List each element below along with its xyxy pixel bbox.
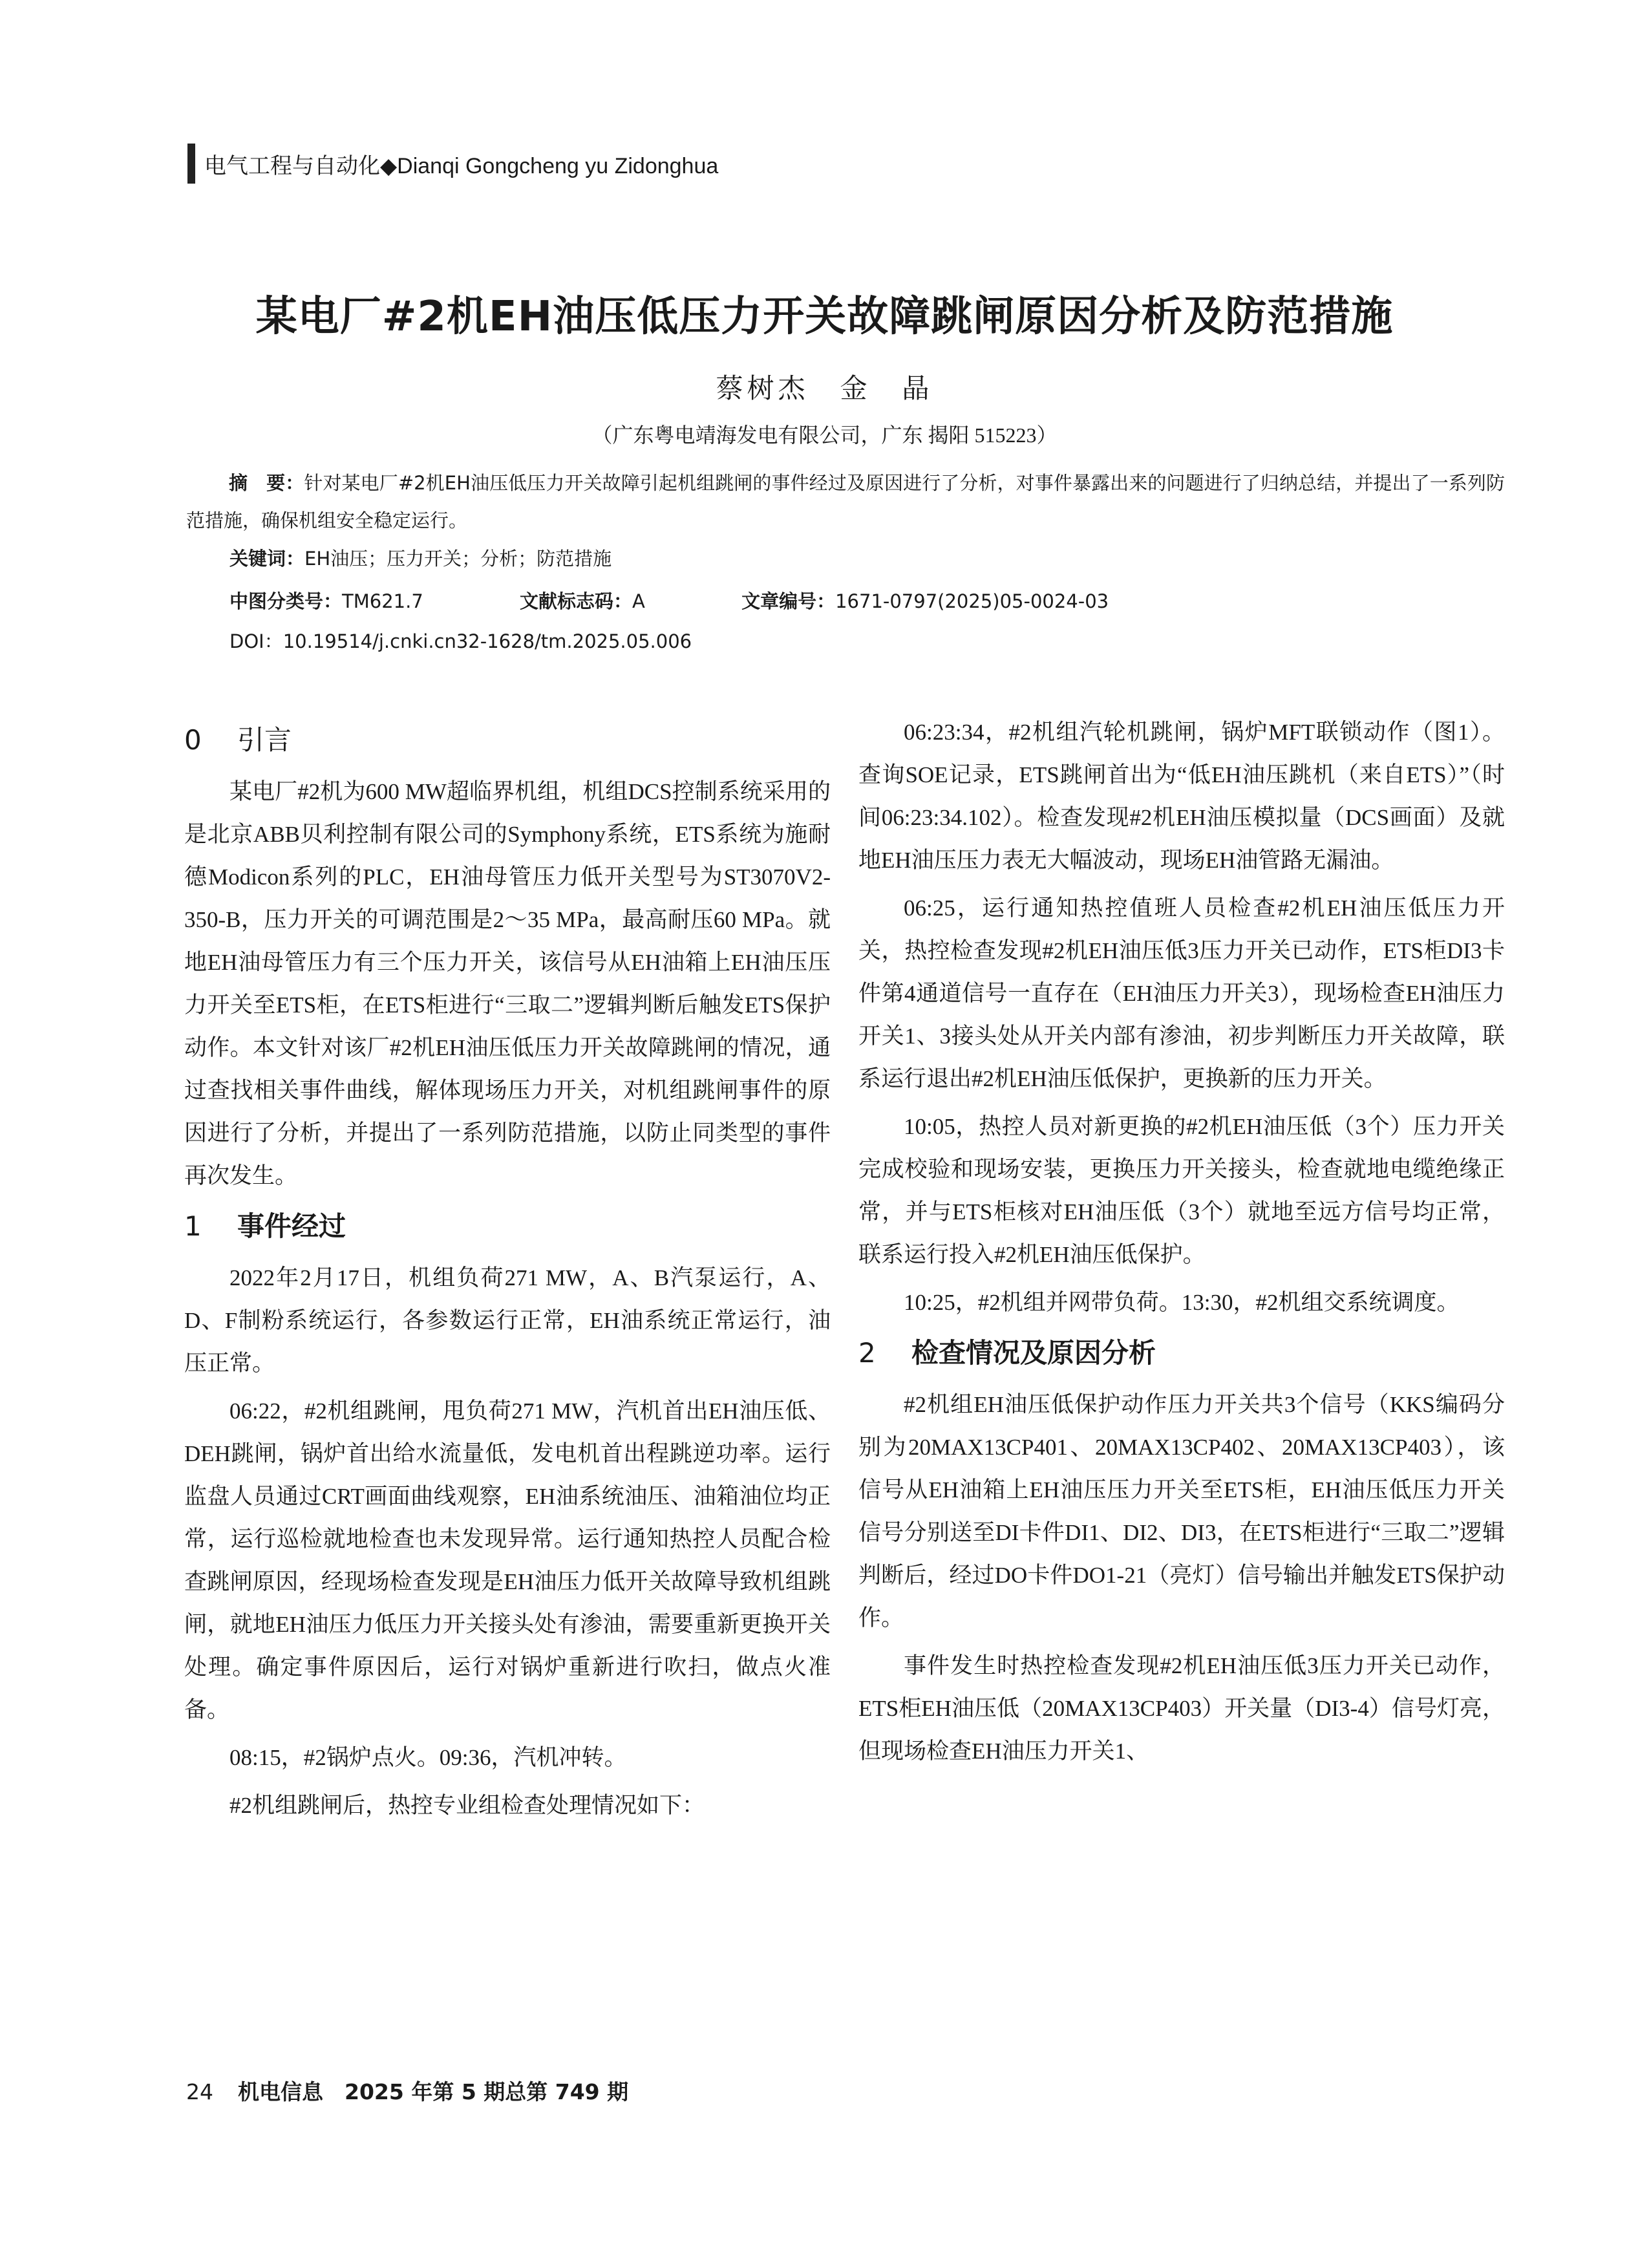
doccode-value: A [632, 590, 645, 612]
running-header [187, 144, 718, 184]
articleno-label: 文章编号： [741, 590, 836, 612]
section-number: 0 [184, 724, 202, 756]
section-heading-2 [858, 1332, 1505, 1375]
paragraph: 10:05，热控人员对新更换的#2机EH油压低（3个）压力开关完成校验和现场安装，更换压力开关接头，检查就地电缆绝缘正常，并与ETS柜核对EH油压低（3个）就地至远方信号均正常，联系运行投入#2机EH油压低保护。 [858, 1114, 1505, 1267]
abstract [186, 464, 1505, 539]
abstract-label: 摘 要： [229, 472, 304, 494]
paragraph: 06:22，#2机组跳闸，甩负荷271 MW，汽机首出EH油压低、DEH跳闸，锅炉首出给水流量低，发电机首出程跳逆功率。运行监盘人员通过CRT画面曲线观察，EH油系统油压、油箱油位均正常，运行巡检就地检查也未发现异常。运行通知热控人员配合检查跳闸原因，经现场检查发现是EH油压力低开关故障导致机组跳闸，就地EH油压力低压力开关接头处有渗油，需要重新更换开关处理。确定事件原因后，运行对锅炉重新进行吹扫，做点火准备。 [184, 1398, 831, 1722]
keywords-label: 关键词： [229, 548, 305, 570]
article-title: 某电厂#2机EH油压低压力开关故障跳闸原因分析及防范措施 [255, 293, 1394, 341]
articleno-value: 1671-0797(2025)05-0024-03 [835, 590, 1109, 612]
paragraph: 事件发生时热控检查发现#2机EH油压低3压力开关已动作，ETS柜EH油压低（20MAX13CP403）开关量（DI3-4）信号灯亮，但现场检查EH油压力开关1、 [858, 1653, 1505, 1764]
doi-label: DOI： [229, 630, 283, 652]
section-title: 事件经过 [237, 1210, 346, 1242]
journal-issue: 机电信息 2025 年第 5 期总第 749 期 [238, 2079, 629, 2104]
section-number: 2 [858, 1337, 876, 1369]
article-authors: 蔡树杰 金 晶 [716, 372, 933, 404]
doi-line [229, 627, 692, 654]
paragraph: 08:15，#2锅炉点火。09:36，汽机冲转。 [229, 1745, 627, 1770]
paragraph: 某电厂#2机为600 MW超临界机组，机组DCS控制系统采用的是北京ABB贝利控制有限公司的Symphony系统，ETS系统为施耐德Modicon系列的PLC，EH油母管压力低开关型号为ST3070V2-350-B，压力开关的可调范围是2～35 MPa，最高耐压60 MPa。就地EH油母管压力有三个压力开关，该信号从EH油箱上EH油压压力开关至ETS柜，在ETS柜进行“三取二”逻辑判断后触发ETS保护动作。本文针对该厂#2机EH油压低压力开关故障跳闸的情况，通过查找相关事件曲线，解体现场压力开关，对机组跳闸事件的原因进行了分析，并提出了一系列防范措施，以防止同类型的事件再次发生。 [184, 779, 831, 1188]
author-affiliation: （广东粤电靖海发电有限公司，广东 揭阳 515223） [591, 423, 1058, 447]
section-title: 检查情况及原因分析 [911, 1337, 1156, 1369]
left-column [184, 711, 831, 1832]
section-heading-0 [184, 719, 831, 762]
right-column [858, 711, 1505, 1778]
paragraph: 06:25，运行通知热控值班人员检查#2机EH油压低压力开关，热控检查发现#2机EH油压低3压力开关已动作，ETS柜DI3卡件第4通道信号一直存在（EH油压力开关3），现场检查EH油压力开关1、3接头处从开关内部有渗油，初步判断压力开关故障，联系运行退出#2机EH油压低保护，更换新的压力开关。 [858, 895, 1505, 1091]
page-footer [186, 2075, 628, 2106]
paragraph: 2022年2月17日，机组负荷271 MW，A、B汽泵运行，A、D、F制粉系统运行，各参数运行正常，EH油系统正常运行，油压正常。 [184, 1265, 831, 1376]
doi-value: 10.19514/j.cnki.cn32-1628/tm.2025.05.006 [282, 630, 692, 652]
paragraph: 06:23:34，#2机组汽轮机跳闸，锅炉MFT联锁动作（图1）。查询SOE记录，ETS跳闸首出为“低EH油压跳机（来自ETS）”（时间06:23:34.102）。检查发现#2机EH油压模拟量（DCS画面）及就地EH油压压力表无大幅波动，现场EH油管路无漏油。 [858, 720, 1505, 873]
section-number: 1 [184, 1210, 202, 1242]
classification-line [229, 587, 1199, 614]
keywords [229, 544, 612, 571]
clc-value: TM621.7 [342, 590, 423, 612]
paragraph: 10:25，#2机组并网带负荷。13:30，#2机组交系统调度。 [904, 1290, 1460, 1315]
section-heading-1 [184, 1205, 831, 1248]
page-number: 24 [186, 2079, 213, 2104]
doccode-label: 文献标志码： [520, 590, 633, 612]
clc-label: 中图分类号： [229, 590, 343, 612]
keywords-text: EH油压；压力开关；分析；防范措施 [304, 548, 612, 570]
paragraph: #2机组跳闸后，热控专业组检查处理情况如下： [229, 1793, 705, 1818]
section-title: 引言 [237, 724, 292, 756]
abstract-text: 针对某电厂#2机EH油压低压力开关故障引起机组跳闸的事件经过及原因进行了分析，对事件暴露出来的问题进行了归纳总结，并提出了一系列防范措施，确保机组安全稳定运行。 [186, 472, 1505, 531]
paragraph: #2机组EH油压低保护动作压力开关共3个信号（KKS编码分别为20MAX13CP401、20MAX13CP402、20MAX13CP403），该信号从EH油箱上EH油压压力开关至ETS柜，EH油压低压力开关信号分别送至DI卡件DI1、DI2、DI3，在ETS柜进行“三取二”逻辑判断后，经过DO卡件DO1-21（亮灯）信号输出并触发ETS保护动作。 [858, 1392, 1505, 1631]
journal-section-label: 电气工程与自动化◆Dianqi Gongcheng yu Zidonghua [204, 153, 719, 178]
header-bar [187, 144, 195, 184]
